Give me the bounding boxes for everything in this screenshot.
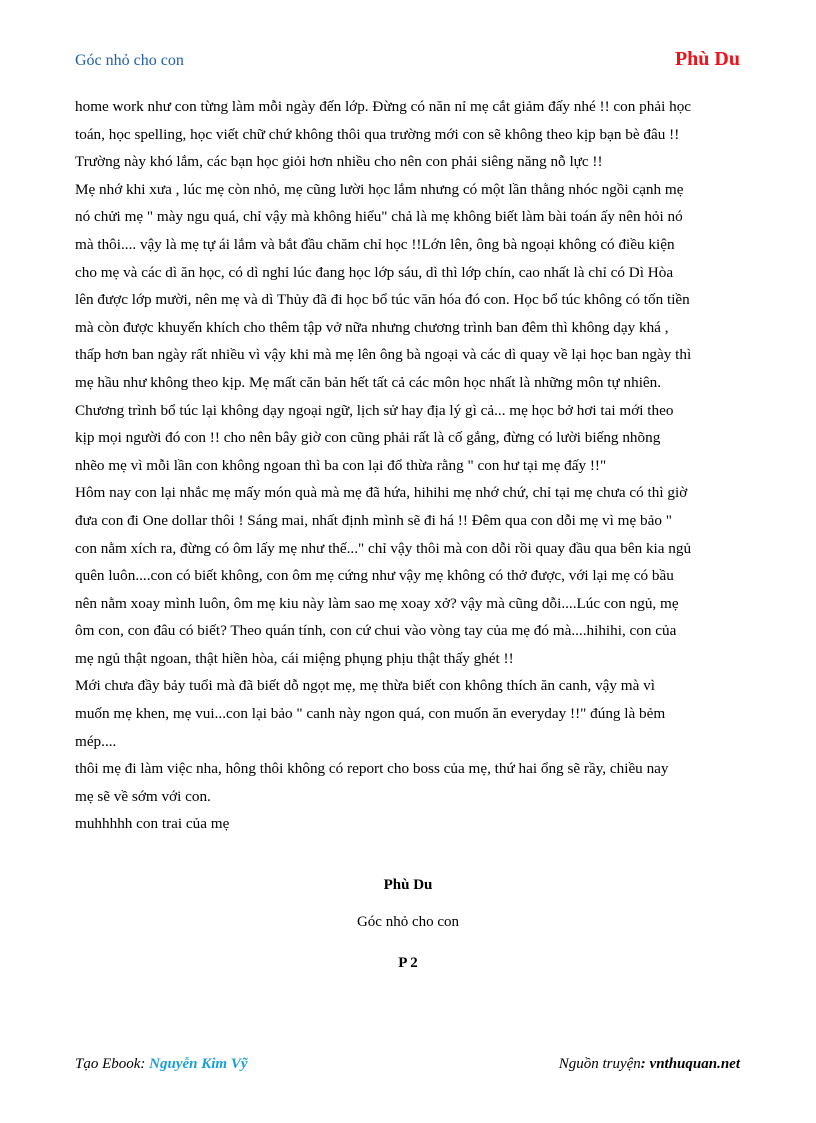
header-author: Phù Du — [674, 48, 740, 70]
signature-part: P 2 — [398, 955, 418, 971]
paragraph-line: mẹ sẽ về sớm với con. — [75, 787, 211, 805]
paragraph-line: mà còn được khuyến khích cho thêm tập vở nữa nhưng chương trình ban đêm thì không dạy khá , — [75, 318, 669, 336]
paragraph-line: muốn mẹ khen, mẹ vui...con lại bảo " canh này ngon quá, con muốn ăn everyday !!" đúng là bẻm — [75, 705, 666, 723]
paragraph-line: nó chửi mẹ " mày ngu quá, chỉ vậy mà không hiểu" chả là mẹ không biết làm bài toán ấy nên hỏi nó — [75, 208, 683, 226]
paragraph-line: kịp mọi người đó con !! cho nên bây giờ con cũng phải rất là cố gắng, đừng có lười biếng nhõng — [75, 429, 661, 447]
story-body — [75, 93, 747, 838]
footer-ebook-credit — [75, 1056, 248, 1073]
signature-author: Phù Du — [383, 877, 433, 893]
paragraph-line: home work như con từng làm mỗi ngày đến lớp. Đừng có năn nỉ mẹ cắt giảm đấy nhé !! con phải học — [75, 98, 692, 115]
paragraph-line: thôi mẹ đi làm việc nha, hông thôi không có report cho boss của mẹ, thứ hai ổng sẽ rầy, chiều nay — [75, 760, 669, 778]
paragraph-line: Mới chưa đầy bảy tuổi mà đã biết dỗ ngọt mẹ, mẹ thừa biết con không thích ăn canh, vậy mà vì — [75, 677, 655, 695]
paragraph-line: cho mẹ và các dì ăn học, có dì nghỉ lúc đang học lớp sáu, dì thì lớp chín, cao nhất là chỉ có Dì Hòa — [75, 263, 674, 281]
paragraph-line: mẹ ngủ thật ngoan, thật hiền hòa, cái miệng phụng phịu thật thấy ghét !! — [75, 649, 514, 667]
paragraph-line: Hôm nay con lại nhắc mẹ mấy món quà mà mẹ đã hứa, hihihi mẹ nhớ chứ, chỉ tại mẹ chưa có thì giờ — [75, 484, 688, 502]
paragraph-line: mà thôi.... vậy là mẹ tự ái lắm và bắt đầu chăm chỉ học !!Lớn lên, ông bà ngoại không có điều kiện — [75, 235, 675, 253]
footer-source-label: Nguồn truyện — [558, 1056, 641, 1072]
paragraph-line: muhhhhh con trai của mẹ — [75, 815, 230, 833]
header-book-title: Góc nhỏ cho con — [75, 52, 184, 69]
paragraph-line: mẹ hầu như không theo kịp. Mẹ mất căn bản hết tất cả các môn học nhất là những môn tự nhiên. — [75, 373, 662, 391]
paragraph-line: thấp hơn ban ngày rất nhiều vì vậy khi mà mẹ lên ông bà ngoại và các dì quay về lại học ban ngày thì — [75, 346, 692, 364]
paragraph-line: ôm con, con đâu có biết? Theo quán tính, con cứ chui vào vòng tay của mẹ đó mà....hihihi, con của — [75, 622, 677, 640]
paragraph-line: con nằm xích ra, đừng có ôm lấy mẹ như thế..." chỉ vậy thôi mà con dỗi rồi quay đầu qua bên kia ngủ — [75, 539, 692, 557]
paragraph-line: lên được lớp mười, nên mẹ và dì Thủy đã đi học bổ túc văn hóa đó con. Học bổ túc không có tốn tiền — [75, 291, 690, 309]
paragraph-line: đưa con đi One dollar thôi ! Sáng mai, nhất định mình sẽ đi há !! Đêm qua con dỗi mẹ vì mẹ bảo " — [75, 511, 672, 529]
footer-ebook-creator: Nguyễn Kim Vỹ — [149, 1056, 248, 1072]
paragraph-line: mép.... — [75, 732, 117, 750]
paragraph-line: quên luôn....con có biết không, con ôm mẹ cứng như vậy mẹ không có thở được, với lại mẹ có bầu — [75, 567, 674, 585]
paragraph-line: nên nằm xoay mình luôn, ôm mẹ kiu này làm sao mẹ xoay xở? vậy mà cũng dỗi....Lúc con ngủ, mẹ — [75, 594, 679, 612]
footer-ebook-sep: : — [140, 1056, 150, 1072]
footer-source-site: vnthuquan.net — [649, 1056, 740, 1072]
paragraph-line: nhẽo mẹ vì mỗi lần con không ngoan thì ba con lại đổ thừa rằng " con hư tại mẹ đấy !!" — [75, 456, 607, 474]
signature-title: Góc nhỏ cho con — [356, 914, 460, 930]
paragraph-line: Trường này khó lắm, các bạn học giỏi hơn nhiều cho nên con phải siêng năng nỗ lực !! — [75, 153, 603, 171]
paragraph-line: Mẹ nhớ khi xưa , lúc mẹ còn nhỏ, mẹ cũng lười học lắm nhưng có một lần thằng nhóc ngồi cạnh mẹ — [75, 180, 684, 198]
paragraph-line: Chương trình bổ túc lại không dạy ngoại ngữ, lịch sử hay địa lý gì cả... mẹ học bở hơi tai mới theo — [75, 401, 674, 419]
footer-source-credit — [559, 1056, 740, 1073]
paragraph-line: toán, học spelling, học viết chữ chứ không thôi qua trường mới con sẽ không theo kịp bạn bè đâu !! — [75, 125, 680, 143]
footer-ebook-label: Tạo Ebook — [75, 1056, 141, 1072]
footer-source-sep: : — [640, 1056, 650, 1072]
